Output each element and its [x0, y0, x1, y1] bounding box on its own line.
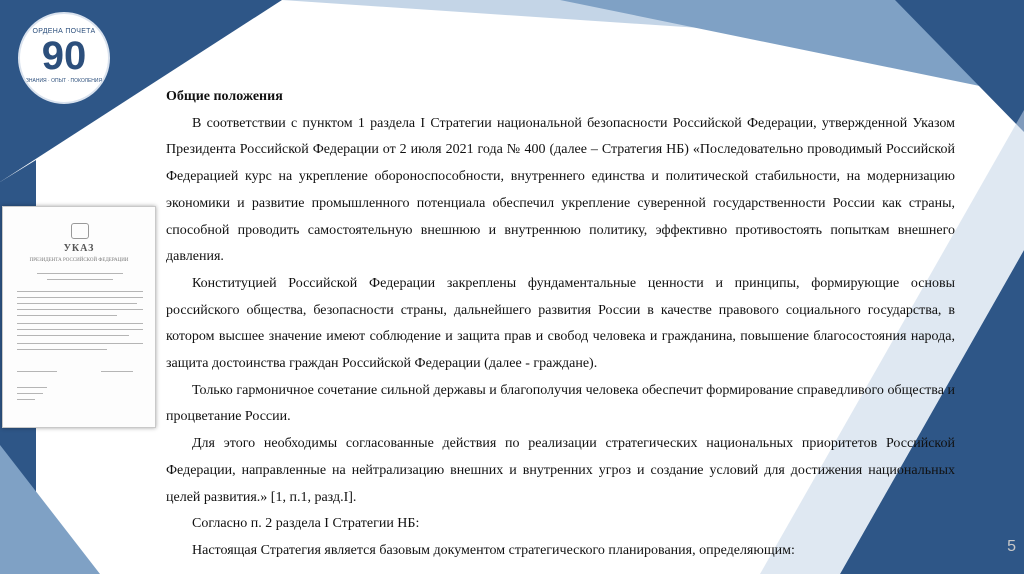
decree-text-line	[17, 291, 143, 292]
logo-top-text: ОРДЕНА ПОЧЕТА	[32, 28, 96, 35]
decree-document-image	[2, 206, 156, 428]
paragraph-according-to: Согласно п. 2 раздела I Стратегии НБ:	[192, 516, 420, 532]
university-logo	[18, 12, 110, 104]
logo-anniversary-number: 90	[41, 34, 87, 78]
decree-text-line	[17, 303, 137, 304]
paragraph-constitution: Конституцией Российской Федерации закреплены фундаментальные ценности и принципы, формирующие основы российского общества, безопасности страны, дальнейшего развития России в качестве правового социального государства, в котором высшее значение имеют соблюдение и защита прав и свобод человека и гражданина, повышение благосостояния народа, защита достоинства граждан Российской Федерации (далее - граждане).	[166, 275, 955, 372]
decree-footer-line	[17, 399, 35, 400]
decree-signature-line	[101, 371, 133, 372]
decree-text-line	[17, 343, 143, 344]
decree-text-line	[17, 309, 143, 310]
decree-title: УКАЗ	[63, 243, 95, 254]
decree-text-line	[17, 335, 129, 336]
decree-footer-line	[17, 387, 47, 388]
logo-bottom-text: ЗНАНИЯ · ОПЫТ · ПОКОЛЕНИЯ	[25, 78, 103, 84]
decree-text-line	[17, 297, 143, 298]
decree-text-line	[37, 273, 123, 274]
decree-subtitle: ПРЕЗИДЕНТА РОССИЙСКОЙ ФЕДЕРАЦИИ	[29, 258, 129, 263]
paragraph-strategy-quote: В соответствии с пунктом 1 раздела I Стратегии национальной безопасности Российской Федерации, утвержденной Указом Президента Российской Федерации от 2 июля 2021 года № 400 (далее – Стратегия НБ) «Последовательно проводимый Российской Федерацией курс на укрепление обороноспособности, внутреннего единства и политической стабильности, на модернизацию экономики и развитие промышленного потенциала обеспечил укрепление суверенной государственности России как страны, способной проводить самостоятельную внешнюю и внутреннюю политику, эффективно противостоять попыткам внешнего давления.	[166, 115, 955, 265]
paragraph-harmony: Только гармоничное сочетание сильной державы и благополучия человека обеспечит формирование справедливого общества и процветание России.	[166, 382, 955, 425]
decree-signature-line	[17, 371, 57, 372]
decree-text-line	[17, 329, 143, 330]
decree-text-line	[17, 323, 143, 324]
paragraph-strategy-definition: Настоящая Стратегия является базовым документом стратегического планирования, определяющим:	[192, 542, 795, 558]
decree-footer-line	[17, 393, 43, 394]
section-heading: Общие положения	[166, 89, 283, 104]
paragraph-coordinated-actions: Для этого необходимы согласованные действия по реализации стратегических национальных приоритетов Российской Федерации, направленные на нейтрализацию внешних и внутренних угроз и создание условий для достижения национальных целей развития.» [1, п.1, разд.I].	[166, 436, 955, 505]
decree-text-line	[47, 279, 113, 280]
page-number: 5	[1007, 538, 1016, 555]
slide-content	[166, 84, 955, 565]
decree-text-line	[17, 315, 117, 316]
bottom-left-light-triangle	[0, 445, 100, 574]
decree-text-line	[17, 349, 107, 350]
coat-of-arms-icon	[71, 223, 89, 239]
